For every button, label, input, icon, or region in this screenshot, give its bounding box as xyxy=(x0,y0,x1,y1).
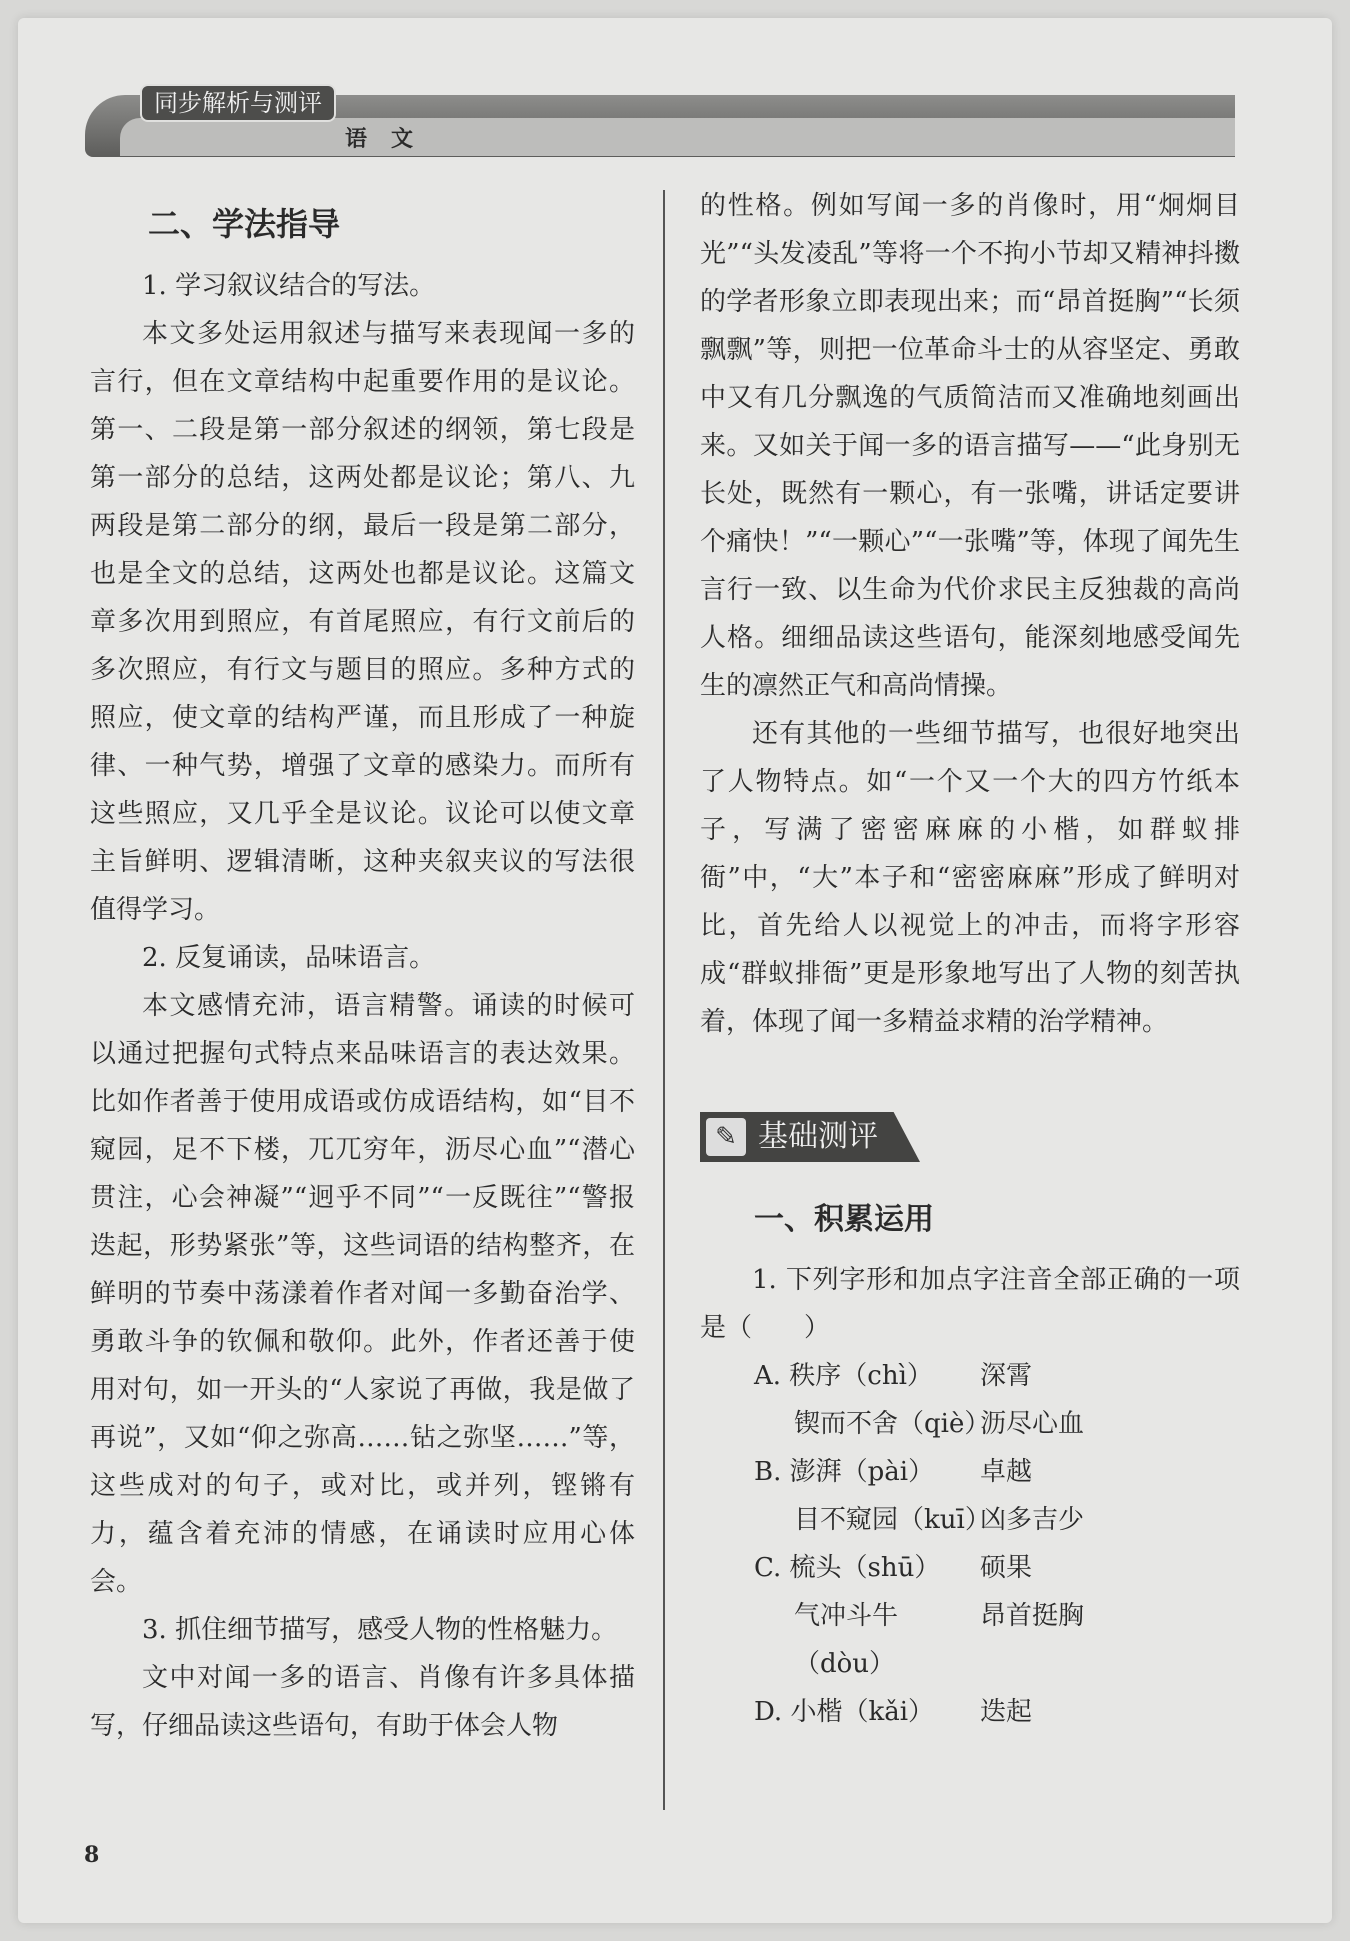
left-column xyxy=(90,180,635,1750)
column-divider xyxy=(663,190,665,1810)
method-paragraph-4: 还有其他的一些细节描写，也很好地突出了人物特点。如“一个又一个大的四方竹纸本子，写满了密密麻麻的小楷，如群蚁排衙”中，“大”本子和“密密麻麻”形成了鲜明对比，首先给人以视觉上的冲击，而将字形容成“群蚁排衙”更是形象地写出了人物的刻苦执着，体现了闻一多精益求精的治学精神。 xyxy=(700,719,1240,1037)
section-title: 二、学法指导 xyxy=(148,205,341,243)
pencil-icon: ✎ xyxy=(706,1118,746,1156)
question-1: 1. 下列字形和加点字注音全部正确的一项是（ ） xyxy=(700,1265,1240,1343)
right-column xyxy=(700,182,1240,1736)
option-row xyxy=(700,1448,1240,1496)
method-paragraph-2: 本文感情充沛，语言精警。诵读的时候可以通过把握句式特点来品味语言的表达效果。比如作者善于使用成语或仿成语结构，如“目不窥园，足不下楼，兀兀穷年，沥尽心血”“潜心贯注，心会神凝”“迥乎不同”“一反既往”“警报迭起，形势紧张”等，这些词语的结构整齐，在鲜明的节奏中荡漾着作者对闻一多勤奋治学、勇敢斗争的钦佩和敬仰。此外，作者还善于使用对句，如一开头的“人家说了再做，我是做了再说”，又如“仰之弥高……钻之弥坚……”等，这些成对的句子，或对比，或并列，铿锵有力，蕴含着充沛的情感，在诵读时应用心体会。 xyxy=(90,991,635,1597)
page-number: 8 xyxy=(84,1842,100,1868)
subject-label: 语文 xyxy=(345,126,438,152)
option-d-item-1: D. 小楷（kǎi） xyxy=(754,1697,935,1727)
option-a-item-3: 锲而不舍（qiè） xyxy=(794,1409,991,1439)
option-d-item-2: 迭起 xyxy=(980,1697,1033,1727)
option-b-item-1: B. 澎湃（pài） xyxy=(754,1457,935,1487)
method-paragraph-1: 本文多处运用叙述与描写来表现闻一多的言行，但在文章结构中起重要作用的是议论。第一、二段是第一部分叙述的纲领，第七段是第一部分的总结，这两处都是议论；第八、九两段是第二部分的纲，最后一段是第二部分，也是全文的总结，这两处也都是议论。这篇文章多次用到照应，有首尾照应，有行文前后的多次照应，有行文与题目的照应。多种方式的照应，使文章的结构严谨，而且形成了一种旋律、一种气势，增强了文章的感染力。而所有这些照应，又几乎全是议论。议论可以使文章主旨鲜明、逻辑清晰，这种夹叙夹议的写法很值得学习。 xyxy=(90,319,635,925)
option-c-item-2: 硕果 xyxy=(980,1553,1033,1583)
option-row xyxy=(700,1688,1240,1736)
option-a-item-2: 深霄 xyxy=(980,1361,1033,1391)
banner-label: 基础测评 xyxy=(758,1119,878,1154)
book-series-tag: 同步解析与测评 xyxy=(140,84,336,122)
option-b-item-2: 卓越 xyxy=(980,1457,1033,1487)
option-b-item-4: 凶多吉少 xyxy=(980,1505,1085,1535)
option-a-item-4: 沥尽心血 xyxy=(980,1409,1085,1439)
option-c-item-1: C. 梳头（shū） xyxy=(754,1553,941,1583)
option-row xyxy=(700,1352,1240,1400)
option-b-item-3: 目不窥园（kuī） xyxy=(794,1505,991,1535)
option-row xyxy=(700,1400,1240,1448)
option-row xyxy=(700,1592,1240,1688)
basic-test-banner xyxy=(700,1112,920,1162)
method-heading-3: 3. 抓住细节描写，感受人物的性格魅力。 xyxy=(142,1615,618,1645)
method-paragraph-3: 文中对闻一多的语言、肖像有许多具体描写，仔细品读这些语句，有助于体会人物 xyxy=(90,1663,635,1741)
method-heading-1: 1. 学习叙议结合的写法。 xyxy=(142,271,436,301)
sub-section-title: 一、积累运用 xyxy=(754,1202,934,1237)
option-c-item-3: 气冲斗牛（dòu） xyxy=(794,1601,899,1679)
option-c-item-4: 昂首挺胸 xyxy=(980,1601,1085,1631)
option-row xyxy=(700,1496,1240,1544)
option-a-item-1: A. 秩序（chì） xyxy=(754,1361,933,1391)
method-heading-2: 2. 反复诵读，品味语言。 xyxy=(142,943,436,973)
method-paragraph-3-continued: 的性格。例如写闻一多的肖像时，用“炯炯目光”“头发凌乱”等将一个不拘小节却又精神抖擞的学者形象立即表现出来；而“昂首挺胸”“长须飘飘”等，则把一位革命斗士的从容坚定、勇敢中又有几分飘逸的气质简洁而又准确地刻画出来。又如关于闻一多的语言描写——“此身别无长处，既然有一颗心，有一张嘴，讲话定要讲个痛快！”“一颗心”“一张嘴”等，体现了闻先生言行一致、以生命为代价求民主反独裁的高尚人格。细细品读这些语句，能深刻地感受闻先生的凛然正气和高尚情操。 xyxy=(700,191,1240,701)
header-band-highlight xyxy=(120,118,1235,156)
option-row xyxy=(700,1544,1240,1592)
